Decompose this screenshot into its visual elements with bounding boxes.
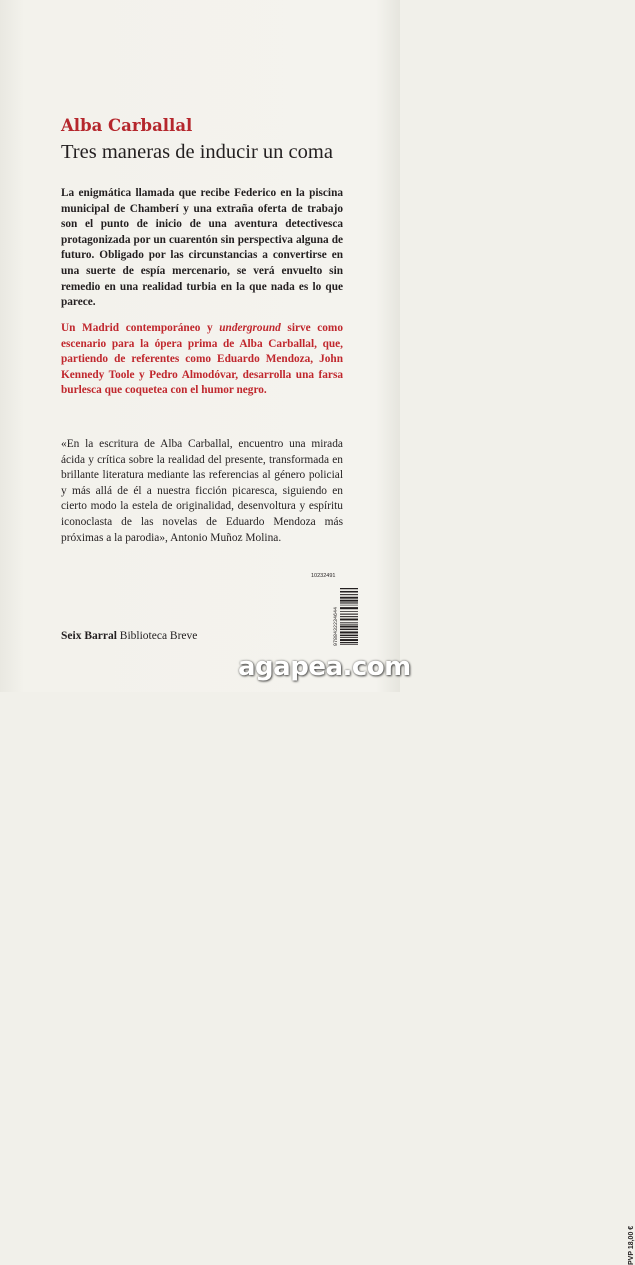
barcode-bar [340,619,358,621]
reference-code: 10232491 [311,573,336,579]
watermark-text: agapea.com [238,652,411,682]
barcode-bar [340,631,358,633]
barcode-digits: 9788432234644 [333,606,339,646]
barcode-bar [340,614,358,615]
highlight-italic-word: underground [219,322,281,334]
publisher-imprint [61,630,197,642]
barcode-bar [340,594,358,595]
barcode-bar [340,616,358,617]
barcode-bar [340,591,358,593]
barcode-bar [340,637,358,638]
barcode-bar [340,597,358,599]
barcode-bar [340,602,358,603]
barcode-bar [340,588,358,589]
book-title: Tres maneras de inducir un coma [61,141,333,163]
review-quote: «En la escritura de Alba Carballal, encuentro una mirada ácida y crítica sobre la realidad del presente, transformada en brillante literatura mediante las referencias al género policial y más allá de él a nuestra ficción picaresca, siguiendo en cierto modo la estela de originalidad, desenvoltura y espíritu iconoclasta de las novelas de Eduardo Mendoza más próximas a la parodia», Antonio Muñoz Molina. [61,438,343,544]
barcode-bar [340,644,358,645]
highlight-paragraph [61,321,343,399]
barcode-bar [340,622,358,623]
barcode-bar [340,639,358,641]
barcode-bar [340,635,358,637]
highlight-text-end: sirve como escenario para la ópera prima de Alba Carballal, que, partiendo de referentes como Eduardo Mendoza, John Kennedy Toole y Pedro Almodóvar, desarrolla una farsa burlesca que coquetea con el humor negro. [61,322,343,397]
barcode-bar [340,624,358,625]
barcode-bar [340,629,358,630]
barcode-bar [340,600,358,602]
barcode-bar [340,611,358,612]
barcode-bar [340,607,358,609]
synopsis-paragraph: La enigmática llamada que recibe Federico en la piscina municipal de Chamberí y una extraña oferta de trabajo son el punto de inicio de una aventura detectivesca protagonizada por un cuarentón sin perspectiva alguna de futuro. Obligado por las circunstancias a convertirse en una suerte de espía mercenario, se verá envuelto sin remedio en una realidad turbia en la que nada es lo que parece. [61,187,343,309]
barcode-bar [340,642,358,643]
price-label: PVP 18,00 € [628,1225,635,1265]
publisher-house: Seix Barral [61,630,117,642]
barcode-bar [340,605,358,606]
highlight-text-start: Un Madrid contemporáneo y [61,322,220,334]
barcode-bar [340,626,358,628]
publisher-series: Biblioteca Breve [119,630,198,642]
site-watermark [236,648,411,686]
author-name: Alba Carballal [61,116,193,135]
